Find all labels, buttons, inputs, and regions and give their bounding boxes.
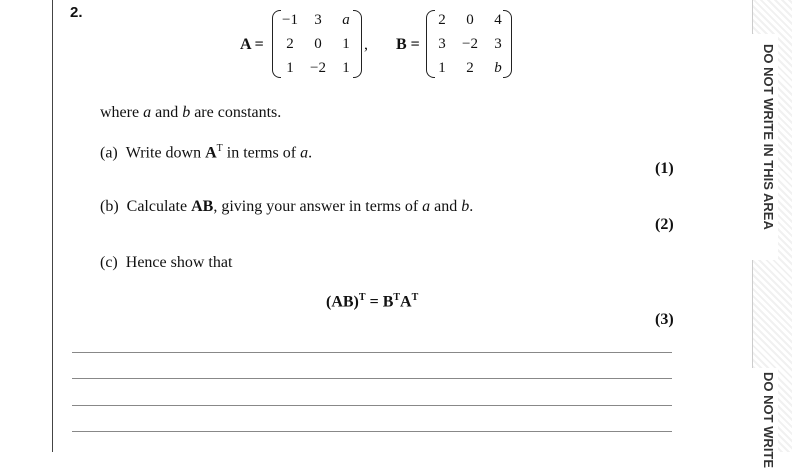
matrix-a-cell: 2	[286, 36, 294, 52]
matrix-symbol: AB	[191, 198, 214, 215]
question-number: 2.	[70, 4, 83, 21]
text-fragment: Hence show that	[125, 254, 233, 271]
text-fragment: , giving your answer in terms of	[213, 198, 423, 215]
matrix-b-cell: 4	[494, 12, 502, 28]
part-c-marks: (3)	[655, 311, 674, 328]
matrix-b-cell: −2	[462, 36, 478, 52]
text-fragment: Write down	[125, 144, 206, 162]
equals-sign: =	[365, 293, 383, 311]
matrix-a-cell: a	[342, 12, 350, 28]
part-a	[100, 143, 312, 162]
answer-line	[72, 405, 672, 406]
matrix-a-cell: 1	[342, 60, 350, 76]
matrix-symbol: A	[400, 293, 412, 311]
text-fragment: and	[151, 104, 183, 121]
matrix-a	[276, 8, 360, 80]
text-fragment: are constants.	[190, 104, 282, 121]
matrix-b-cell: 3	[438, 36, 446, 52]
text-fragment: .	[308, 144, 313, 162]
matrix-b	[428, 8, 512, 80]
answer-line	[72, 431, 672, 432]
variable-b: b	[182, 104, 191, 121]
matrix-a-comma: ,	[364, 36, 368, 53]
matrix-b-cell: 3	[494, 36, 502, 52]
matrix-b-label: B =	[396, 36, 420, 53]
part-label: (a)	[100, 144, 118, 162]
matrix-a-cell: 1	[286, 60, 294, 76]
equation-lhs: (AB)	[326, 293, 359, 311]
constants-statement	[100, 104, 281, 122]
part-c	[100, 254, 232, 272]
transpose-sup: T	[393, 292, 401, 303]
part-b-marks: (2)	[655, 216, 674, 233]
matrix-b-cell: 2	[438, 12, 446, 28]
transpose-equation	[326, 292, 418, 311]
text-fragment: in terms of	[222, 144, 301, 162]
page-border	[52, 0, 53, 452]
do-not-write-warning: DO NOT WRITE IN THIS AREA	[761, 44, 776, 230]
variable-a: a	[422, 198, 431, 215]
matrix-symbol: A	[205, 144, 217, 162]
part-b	[100, 198, 473, 216]
matrix-a-label: A =	[240, 36, 264, 53]
text-fragment: and	[430, 198, 462, 215]
text-fragment: where	[100, 104, 144, 121]
text-fragment: Calculate	[126, 198, 192, 215]
matrix-a-cell: 3	[314, 12, 322, 28]
variable-a: a	[143, 104, 152, 121]
matrix-b-cell: b	[494, 60, 502, 76]
part-a-marks: (1)	[655, 160, 674, 177]
matrix-b-cell: 2	[466, 60, 474, 76]
transpose-sup: T	[216, 143, 223, 154]
matrix-symbol: B	[382, 293, 394, 311]
transpose-sup: T	[358, 292, 366, 303]
transpose-sup: T	[411, 292, 419, 303]
text-fragment: .	[469, 198, 474, 215]
variable-b: b	[461, 198, 470, 215]
do-not-write-warning-2: DO NOT WRITE	[761, 372, 776, 468]
matrix-b-cell: 1	[438, 60, 446, 76]
answer-line	[72, 378, 672, 379]
matrix-a-cell: 0	[314, 36, 322, 52]
matrix-a-cell: −1	[282, 12, 298, 28]
matrix-a-cell: 1	[342, 36, 350, 52]
variable-a: a	[300, 144, 309, 162]
matrix-a-cell: −2	[310, 60, 326, 76]
part-label: (c)	[100, 254, 118, 271]
answer-line	[72, 352, 672, 353]
matrix-b-cell: 0	[466, 12, 474, 28]
part-label: (b)	[100, 198, 119, 215]
